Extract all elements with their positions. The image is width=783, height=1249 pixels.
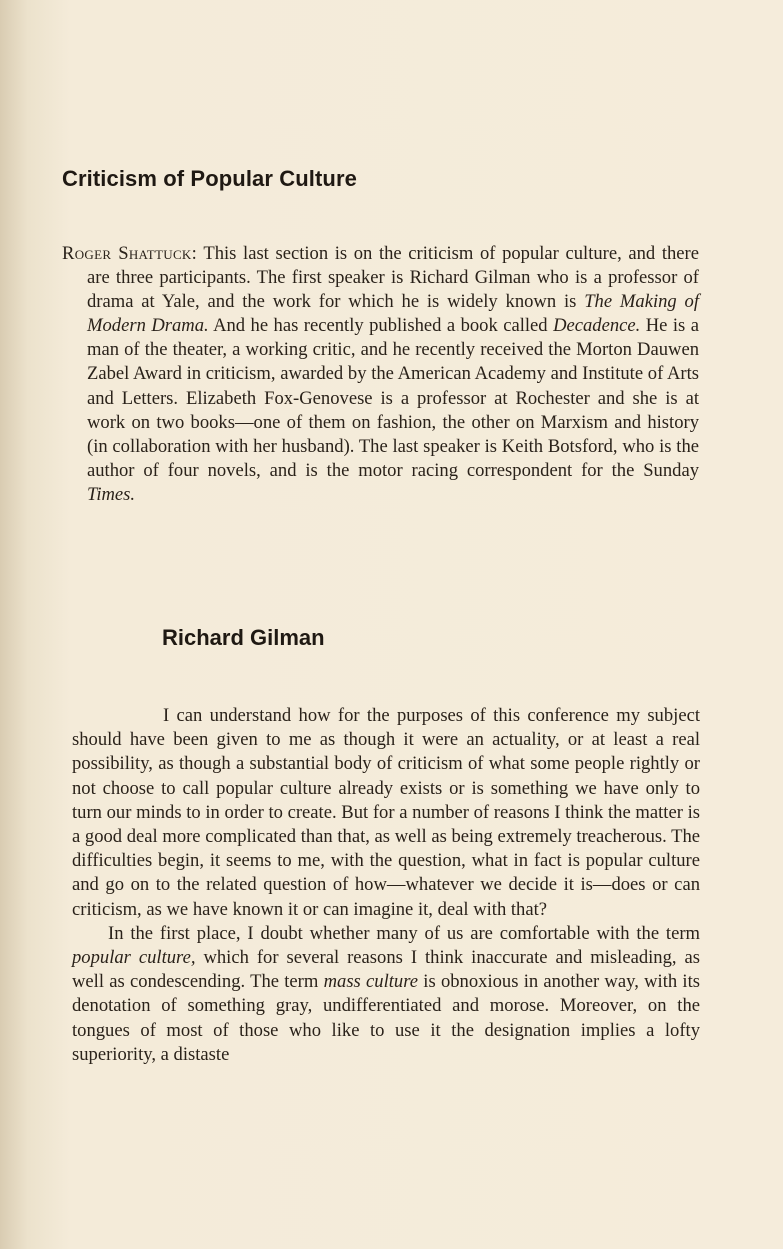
book-title-italic: Decadence. xyxy=(553,315,641,337)
body-text: In the first place, I doubt whether many of us are comfortable with the term xyxy=(108,922,700,944)
article-body xyxy=(72,704,700,1067)
body-text: is obnoxious in another way, with its denotation of something gray, undifferentiated and morose. Moreover, on the tongues of most of those who like to use it the designation implies a lofty superiority, a distaste xyxy=(72,971,700,1065)
article-title: Richard Gilman xyxy=(162,625,325,650)
book-title-italic: The Making of Modern Drama. xyxy=(87,291,699,337)
intro-paragraph xyxy=(62,242,699,507)
term-italic: mass culture xyxy=(323,971,419,993)
body-text: which for several reasons I think inaccurate and misleading, as well as condescending. The term xyxy=(72,947,700,993)
intro-text: This last section is on the criticism of popular culture, and there are three participants. The first speaker is Richard Gilman who is a professor of drama at Yale, and the work for which he is widely known is xyxy=(87,243,699,313)
intro-text: And he has recently published a book called xyxy=(208,315,554,337)
newspaper-title-italic: Times. xyxy=(87,483,136,505)
body-paragraph xyxy=(72,922,700,1067)
speaker-name: Roger Shattuck: xyxy=(62,243,198,264)
intro-text: He is a man of the theater, a working critic, and he recently received the Morton Dauwen Zabel Award in criticism, awarded by the American Academy and Institute of Arts and Letters. Elizabeth Fox-Genovese is a professor at Rochester and she is at work on two books—one of them on fashion, the other on Marxism and history (in collaboration with her husband). The last speaker is Keith Botsford, who is the author of four novels, and is the motor racing correspondent for the Sunday xyxy=(87,315,699,481)
body-paragraph: I can understand how for the purposes of this conference my subject should have been given to me as though it were an actuality, or at least a real possibility, as though a substantial body of criticism of what some people rightly or not choose to call popular culture already exists or is something we have only to turn our minds to in order to create. But for a number of reasons I think the matter is a good deal more complicated than that, as well as being extremely treacherous. The difficulties begin, it seems to me, with the question, what in fact is popular culture and go on to the related question of how—whatever we decide it is—does or can criticism, as we have known it or can imagine it, deal with that? xyxy=(72,705,700,920)
section-title: Criticism of Popular Culture xyxy=(62,166,357,191)
term-italic: popular culture, xyxy=(72,947,196,969)
